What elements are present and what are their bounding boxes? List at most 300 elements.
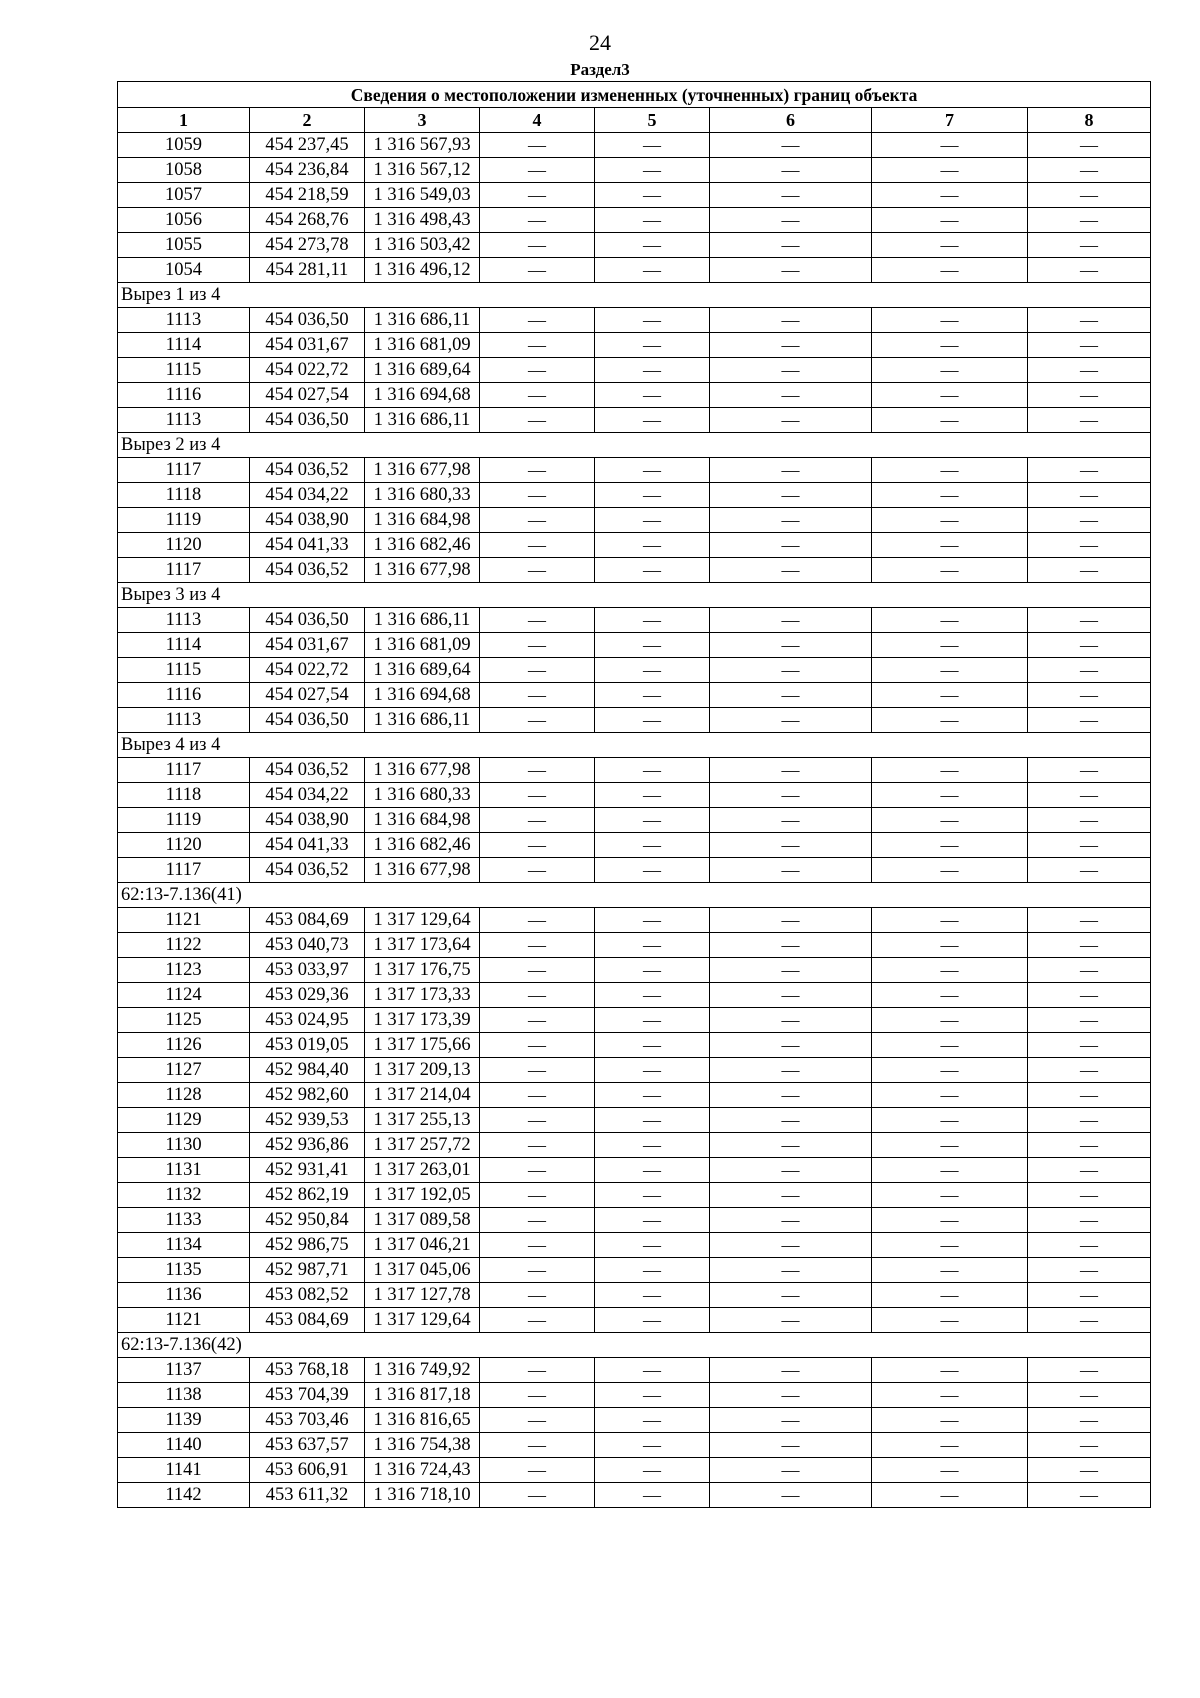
empty-value-dash: — (595, 1083, 710, 1108)
empty-value-dash: — (595, 508, 710, 533)
empty-value-dash: — (480, 783, 595, 808)
empty-value-dash: — (595, 1058, 710, 1083)
empty-value-dash: — (480, 1308, 595, 1333)
empty-value-dash: — (872, 1483, 1028, 1508)
y-coordinate-cell: 1 317 089,58 (365, 1208, 480, 1233)
column-number: 2 (250, 108, 365, 133)
empty-value-dash: — (595, 833, 710, 858)
empty-value-dash: — (710, 483, 872, 508)
y-coordinate-cell: 1 317 045,06 (365, 1258, 480, 1283)
empty-value-dash: — (1028, 1258, 1151, 1283)
empty-value-dash: — (480, 1183, 595, 1208)
empty-value-dash: — (480, 158, 595, 183)
group-header-row (118, 1333, 1151, 1358)
empty-value-dash: — (1028, 308, 1151, 333)
table-row (118, 1008, 1151, 1033)
empty-value-dash: — (480, 383, 595, 408)
y-coordinate-cell: 1 317 175,66 (365, 1033, 480, 1058)
empty-value-dash: — (1028, 1183, 1151, 1208)
y-coordinate-cell: 1 316 694,68 (365, 383, 480, 408)
y-coordinate-cell: 1 316 677,98 (365, 558, 480, 583)
empty-value-dash: — (595, 233, 710, 258)
x-coordinate-cell: 453 029,36 (250, 983, 365, 1008)
empty-value-dash: — (480, 958, 595, 983)
empty-value-dash: — (1028, 358, 1151, 383)
empty-value-dash: — (480, 608, 595, 633)
y-coordinate-cell: 1 316 677,98 (365, 858, 480, 883)
empty-value-dash: — (595, 933, 710, 958)
empty-value-dash: — (595, 1108, 710, 1133)
empty-value-dash: — (595, 1258, 710, 1283)
empty-value-dash: — (595, 158, 710, 183)
y-coordinate-cell: 1 316 684,98 (365, 808, 480, 833)
table-row (118, 558, 1151, 583)
empty-value-dash: — (872, 358, 1028, 383)
empty-value-dash: — (1028, 958, 1151, 983)
table-row (118, 408, 1151, 433)
x-coordinate-cell: 453 082,52 (250, 1283, 365, 1308)
empty-value-dash: — (872, 1108, 1028, 1133)
x-coordinate-cell: 454 036,52 (250, 558, 365, 583)
empty-value-dash: — (872, 783, 1028, 808)
point-number-cell: 1119 (118, 508, 250, 533)
empty-value-dash: — (710, 158, 872, 183)
x-coordinate-cell: 454 022,72 (250, 658, 365, 683)
empty-value-dash: — (595, 1408, 710, 1433)
point-number-cell: 1056 (118, 208, 250, 233)
empty-value-dash: — (595, 1308, 710, 1333)
group-header-row (118, 283, 1151, 308)
empty-value-dash: — (710, 333, 872, 358)
empty-value-dash: — (710, 633, 872, 658)
empty-value-dash: — (710, 183, 872, 208)
y-coordinate-cell: 1 317 176,75 (365, 958, 480, 983)
empty-value-dash: — (710, 608, 872, 633)
table-row (118, 958, 1151, 983)
group-label: 62:13-7.136(41) (118, 883, 1151, 908)
empty-value-dash: — (480, 1408, 595, 1433)
empty-value-dash: — (1028, 383, 1151, 408)
empty-value-dash: — (1028, 633, 1151, 658)
column-number: 7 (872, 108, 1028, 133)
empty-value-dash: — (872, 208, 1028, 233)
y-coordinate-cell: 1 317 173,64 (365, 933, 480, 958)
point-number-cell: 1117 (118, 458, 250, 483)
y-coordinate-cell: 1 316 677,98 (365, 458, 480, 483)
point-number-cell: 1141 (118, 1458, 250, 1483)
y-coordinate-cell: 1 316 503,42 (365, 233, 480, 258)
empty-value-dash: — (710, 708, 872, 733)
point-number-cell: 1113 (118, 408, 250, 433)
table-row (118, 1433, 1151, 1458)
boundary-coordinates-table (117, 81, 1151, 1508)
empty-value-dash: — (480, 1133, 595, 1158)
empty-value-dash: — (1028, 558, 1151, 583)
y-coordinate-cell: 1 316 816,65 (365, 1408, 480, 1433)
empty-value-dash: — (710, 1433, 872, 1458)
empty-value-dash: — (872, 233, 1028, 258)
empty-value-dash: — (480, 508, 595, 533)
column-number: 4 (480, 108, 595, 133)
empty-value-dash: — (480, 1033, 595, 1058)
table-row (118, 383, 1151, 408)
empty-value-dash: — (480, 133, 595, 158)
y-coordinate-cell: 1 316 680,33 (365, 483, 480, 508)
empty-value-dash: — (710, 1033, 872, 1058)
table-row (118, 908, 1151, 933)
empty-value-dash: — (595, 1383, 710, 1408)
empty-value-dash: — (480, 1458, 595, 1483)
group-label: Вырез 1 из 4 (118, 283, 1151, 308)
x-coordinate-cell: 452 862,19 (250, 1183, 365, 1208)
point-number-cell: 1113 (118, 708, 250, 733)
table-row (118, 633, 1151, 658)
table-row (118, 1383, 1151, 1408)
empty-value-dash: — (480, 358, 595, 383)
empty-value-dash: — (595, 808, 710, 833)
empty-value-dash: — (480, 1158, 595, 1183)
empty-value-dash: — (480, 208, 595, 233)
empty-value-dash: — (872, 1283, 1028, 1308)
empty-value-dash: — (480, 708, 595, 733)
table-row (118, 1133, 1151, 1158)
empty-value-dash: — (872, 133, 1028, 158)
table-row (118, 808, 1151, 833)
empty-value-dash: — (710, 808, 872, 833)
empty-value-dash: — (595, 1483, 710, 1508)
empty-value-dash: — (872, 1458, 1028, 1483)
y-coordinate-cell: 1 317 127,78 (365, 1283, 480, 1308)
empty-value-dash: — (480, 1283, 595, 1308)
empty-value-dash: — (1028, 1283, 1151, 1308)
empty-value-dash: — (1028, 1433, 1151, 1458)
empty-value-dash: — (710, 683, 872, 708)
x-coordinate-cell: 453 024,95 (250, 1008, 365, 1033)
y-coordinate-cell: 1 316 498,43 (365, 208, 480, 233)
empty-value-dash: — (595, 358, 710, 383)
empty-value-dash: — (595, 458, 710, 483)
empty-value-dash: — (1028, 333, 1151, 358)
y-coordinate-cell: 1 316 680,33 (365, 783, 480, 808)
empty-value-dash: — (595, 958, 710, 983)
x-coordinate-cell: 454 036,50 (250, 608, 365, 633)
empty-value-dash: — (710, 658, 872, 683)
empty-value-dash: — (1028, 858, 1151, 883)
empty-value-dash: — (595, 1133, 710, 1158)
point-number-cell: 1121 (118, 1308, 250, 1333)
empty-value-dash: — (1028, 408, 1151, 433)
point-number-cell: 1138 (118, 1383, 250, 1408)
empty-value-dash: — (1028, 1108, 1151, 1133)
empty-value-dash: — (872, 1233, 1028, 1258)
table-row (118, 1033, 1151, 1058)
table-row (118, 1283, 1151, 1308)
x-coordinate-cell: 454 036,52 (250, 858, 365, 883)
empty-value-dash: — (710, 933, 872, 958)
y-coordinate-cell: 1 316 689,64 (365, 358, 480, 383)
table-row (118, 333, 1151, 358)
x-coordinate-cell: 453 611,32 (250, 1483, 365, 1508)
point-number-cell: 1117 (118, 558, 250, 583)
x-coordinate-cell: 453 703,46 (250, 1408, 365, 1433)
point-number-cell: 1117 (118, 858, 250, 883)
table-row (118, 858, 1151, 883)
empty-value-dash: — (1028, 1033, 1151, 1058)
point-number-cell: 1054 (118, 258, 250, 283)
table-row (118, 1083, 1151, 1108)
y-coordinate-cell: 1 316 724,43 (365, 1458, 480, 1483)
x-coordinate-cell: 453 019,05 (250, 1033, 365, 1058)
empty-value-dash: — (480, 933, 595, 958)
empty-value-dash: — (480, 808, 595, 833)
empty-value-dash: — (480, 458, 595, 483)
point-number-cell: 1136 (118, 1283, 250, 1308)
empty-value-dash: — (1028, 808, 1151, 833)
empty-value-dash: — (595, 858, 710, 883)
point-number-cell: 1117 (118, 758, 250, 783)
empty-value-dash: — (1028, 1083, 1151, 1108)
x-coordinate-cell: 454 022,72 (250, 358, 365, 383)
x-coordinate-cell: 453 768,18 (250, 1358, 365, 1383)
y-coordinate-cell: 1 317 255,13 (365, 1108, 480, 1133)
empty-value-dash: — (480, 1483, 595, 1508)
y-coordinate-cell: 1 316 567,12 (365, 158, 480, 183)
empty-value-dash: — (872, 1358, 1028, 1383)
table-row (118, 183, 1151, 208)
empty-value-dash: — (595, 208, 710, 233)
empty-value-dash: — (710, 783, 872, 808)
table-row (118, 1458, 1151, 1483)
x-coordinate-cell: 454 268,76 (250, 208, 365, 233)
x-coordinate-cell: 452 986,75 (250, 1233, 365, 1258)
empty-value-dash: — (1028, 1308, 1151, 1333)
x-coordinate-cell: 454 036,50 (250, 308, 365, 333)
table-row (118, 1258, 1151, 1283)
group-header-row (118, 883, 1151, 908)
table-row (118, 1233, 1151, 1258)
empty-value-dash: — (595, 183, 710, 208)
empty-value-dash: — (710, 1308, 872, 1333)
empty-value-dash: — (872, 708, 1028, 733)
empty-value-dash: — (710, 358, 872, 383)
table-row (118, 1158, 1151, 1183)
empty-value-dash: — (1028, 158, 1151, 183)
empty-value-dash: — (872, 758, 1028, 783)
x-coordinate-cell: 454 036,52 (250, 458, 365, 483)
empty-value-dash: — (595, 1358, 710, 1383)
empty-value-dash: — (595, 758, 710, 783)
empty-value-dash: — (710, 383, 872, 408)
column-number: 5 (595, 108, 710, 133)
y-coordinate-cell: 1 317 173,33 (365, 983, 480, 1008)
point-number-cell: 1122 (118, 933, 250, 958)
x-coordinate-cell: 454 038,90 (250, 508, 365, 533)
table-row (118, 1183, 1151, 1208)
point-number-cell: 1126 (118, 1033, 250, 1058)
table-row (118, 933, 1151, 958)
x-coordinate-cell: 454 031,67 (250, 633, 365, 658)
group-header-row (118, 733, 1151, 758)
empty-value-dash: — (872, 333, 1028, 358)
empty-value-dash: — (480, 1008, 595, 1033)
empty-value-dash: — (710, 458, 872, 483)
empty-value-dash: — (710, 1258, 872, 1283)
point-number-cell: 1129 (118, 1108, 250, 1133)
empty-value-dash: — (872, 608, 1028, 633)
group-label: Вырез 3 из 4 (118, 583, 1151, 608)
empty-value-dash: — (1028, 708, 1151, 733)
empty-value-dash: — (710, 1083, 872, 1108)
empty-value-dash: — (710, 758, 872, 783)
x-coordinate-cell: 454 041,33 (250, 533, 365, 558)
point-number-cell: 1120 (118, 533, 250, 558)
empty-value-dash: — (480, 658, 595, 683)
table-row (118, 608, 1151, 633)
point-number-cell: 1057 (118, 183, 250, 208)
y-coordinate-cell: 1 317 192,05 (365, 1183, 480, 1208)
y-coordinate-cell: 1 317 214,04 (365, 1083, 480, 1108)
empty-value-dash: — (1028, 1233, 1151, 1258)
empty-value-dash: — (595, 558, 710, 583)
empty-value-dash: — (480, 308, 595, 333)
table-row (118, 683, 1151, 708)
empty-value-dash: — (1028, 833, 1151, 858)
empty-value-dash: — (1028, 1208, 1151, 1233)
point-number-cell: 1139 (118, 1408, 250, 1433)
y-coordinate-cell: 1 316 686,11 (365, 608, 480, 633)
table-row (118, 1308, 1151, 1333)
x-coordinate-cell: 454 036,52 (250, 758, 365, 783)
x-coordinate-cell: 454 027,54 (250, 383, 365, 408)
empty-value-dash: — (872, 908, 1028, 933)
empty-value-dash: — (710, 1458, 872, 1483)
y-coordinate-cell: 1 316 686,11 (365, 308, 480, 333)
table-row (118, 533, 1151, 558)
x-coordinate-cell: 452 931,41 (250, 1158, 365, 1183)
empty-value-dash: — (595, 308, 710, 333)
empty-value-dash: — (872, 1408, 1028, 1433)
table-row (118, 1408, 1151, 1433)
y-coordinate-cell: 1 316 686,11 (365, 708, 480, 733)
empty-value-dash: — (872, 183, 1028, 208)
empty-value-dash: — (595, 333, 710, 358)
empty-value-dash: — (1028, 183, 1151, 208)
empty-value-dash: — (872, 1033, 1028, 1058)
empty-value-dash: — (480, 408, 595, 433)
x-coordinate-cell: 454 036,50 (250, 708, 365, 733)
point-number-cell: 1137 (118, 1358, 250, 1383)
empty-value-dash: — (595, 683, 710, 708)
empty-value-dash: — (480, 258, 595, 283)
point-number-cell: 1055 (118, 233, 250, 258)
empty-value-dash: — (480, 858, 595, 883)
empty-value-dash: — (710, 1008, 872, 1033)
y-coordinate-cell: 1 316 496,12 (365, 258, 480, 283)
empty-value-dash: — (710, 233, 872, 258)
y-coordinate-cell: 1 316 677,98 (365, 758, 480, 783)
empty-value-dash: — (480, 1233, 595, 1258)
table-row (118, 483, 1151, 508)
point-number-cell: 1114 (118, 633, 250, 658)
empty-value-dash: — (1028, 1358, 1151, 1383)
empty-value-dash: — (595, 783, 710, 808)
empty-value-dash: — (480, 1083, 595, 1108)
point-number-cell: 1114 (118, 333, 250, 358)
empty-value-dash: — (480, 683, 595, 708)
x-coordinate-cell: 454 027,54 (250, 683, 365, 708)
y-coordinate-cell: 1 316 682,46 (365, 833, 480, 858)
point-number-cell: 1119 (118, 808, 250, 833)
table-row (118, 208, 1151, 233)
empty-value-dash: — (1028, 933, 1151, 958)
empty-value-dash: — (872, 1158, 1028, 1183)
x-coordinate-cell: 454 041,33 (250, 833, 365, 858)
table-row (118, 1058, 1151, 1083)
empty-value-dash: — (872, 1383, 1028, 1408)
x-coordinate-cell: 454 038,90 (250, 808, 365, 833)
empty-value-dash: — (480, 333, 595, 358)
group-label: 62:13-7.136(42) (118, 1333, 1151, 1358)
point-number-cell: 1058 (118, 158, 250, 183)
group-header-row (118, 433, 1151, 458)
point-number-cell: 1128 (118, 1083, 250, 1108)
empty-value-dash: — (480, 1208, 595, 1233)
empty-value-dash: — (480, 1258, 595, 1283)
empty-value-dash: — (872, 1133, 1028, 1158)
empty-value-dash: — (710, 1058, 872, 1083)
point-number-cell: 1121 (118, 908, 250, 933)
empty-value-dash: — (872, 1433, 1028, 1458)
empty-value-dash: — (595, 383, 710, 408)
empty-value-dash: — (1028, 658, 1151, 683)
x-coordinate-cell: 453 606,91 (250, 1458, 365, 1483)
table-row (118, 233, 1151, 258)
empty-value-dash: — (480, 1058, 595, 1083)
empty-value-dash: — (480, 758, 595, 783)
empty-value-dash: — (710, 1108, 872, 1133)
empty-value-dash: — (710, 208, 872, 233)
empty-value-dash: — (1028, 908, 1151, 933)
empty-value-dash: — (710, 408, 872, 433)
table-row (118, 258, 1151, 283)
empty-value-dash: — (872, 458, 1028, 483)
empty-value-dash: — (1028, 608, 1151, 633)
y-coordinate-cell: 1 316 681,09 (365, 633, 480, 658)
empty-value-dash: — (710, 1208, 872, 1233)
point-number-cell: 1140 (118, 1433, 250, 1458)
empty-value-dash: — (872, 958, 1028, 983)
point-number-cell: 1115 (118, 658, 250, 683)
point-number-cell: 1123 (118, 958, 250, 983)
point-number-cell: 1113 (118, 308, 250, 333)
table-row (118, 783, 1151, 808)
point-number-cell: 1116 (118, 683, 250, 708)
empty-value-dash: — (872, 483, 1028, 508)
empty-value-dash: — (1028, 133, 1151, 158)
empty-value-dash: — (480, 233, 595, 258)
table-row (118, 983, 1151, 1008)
empty-value-dash: — (872, 1208, 1028, 1233)
y-coordinate-cell: 1 316 749,92 (365, 1358, 480, 1383)
empty-value-dash: — (1028, 1458, 1151, 1483)
empty-value-dash: — (872, 383, 1028, 408)
x-coordinate-cell: 454 034,22 (250, 483, 365, 508)
empty-value-dash: — (595, 258, 710, 283)
empty-value-dash: — (595, 1183, 710, 1208)
empty-value-dash: — (710, 533, 872, 558)
table-row (118, 833, 1151, 858)
empty-value-dash: — (1028, 1058, 1151, 1083)
